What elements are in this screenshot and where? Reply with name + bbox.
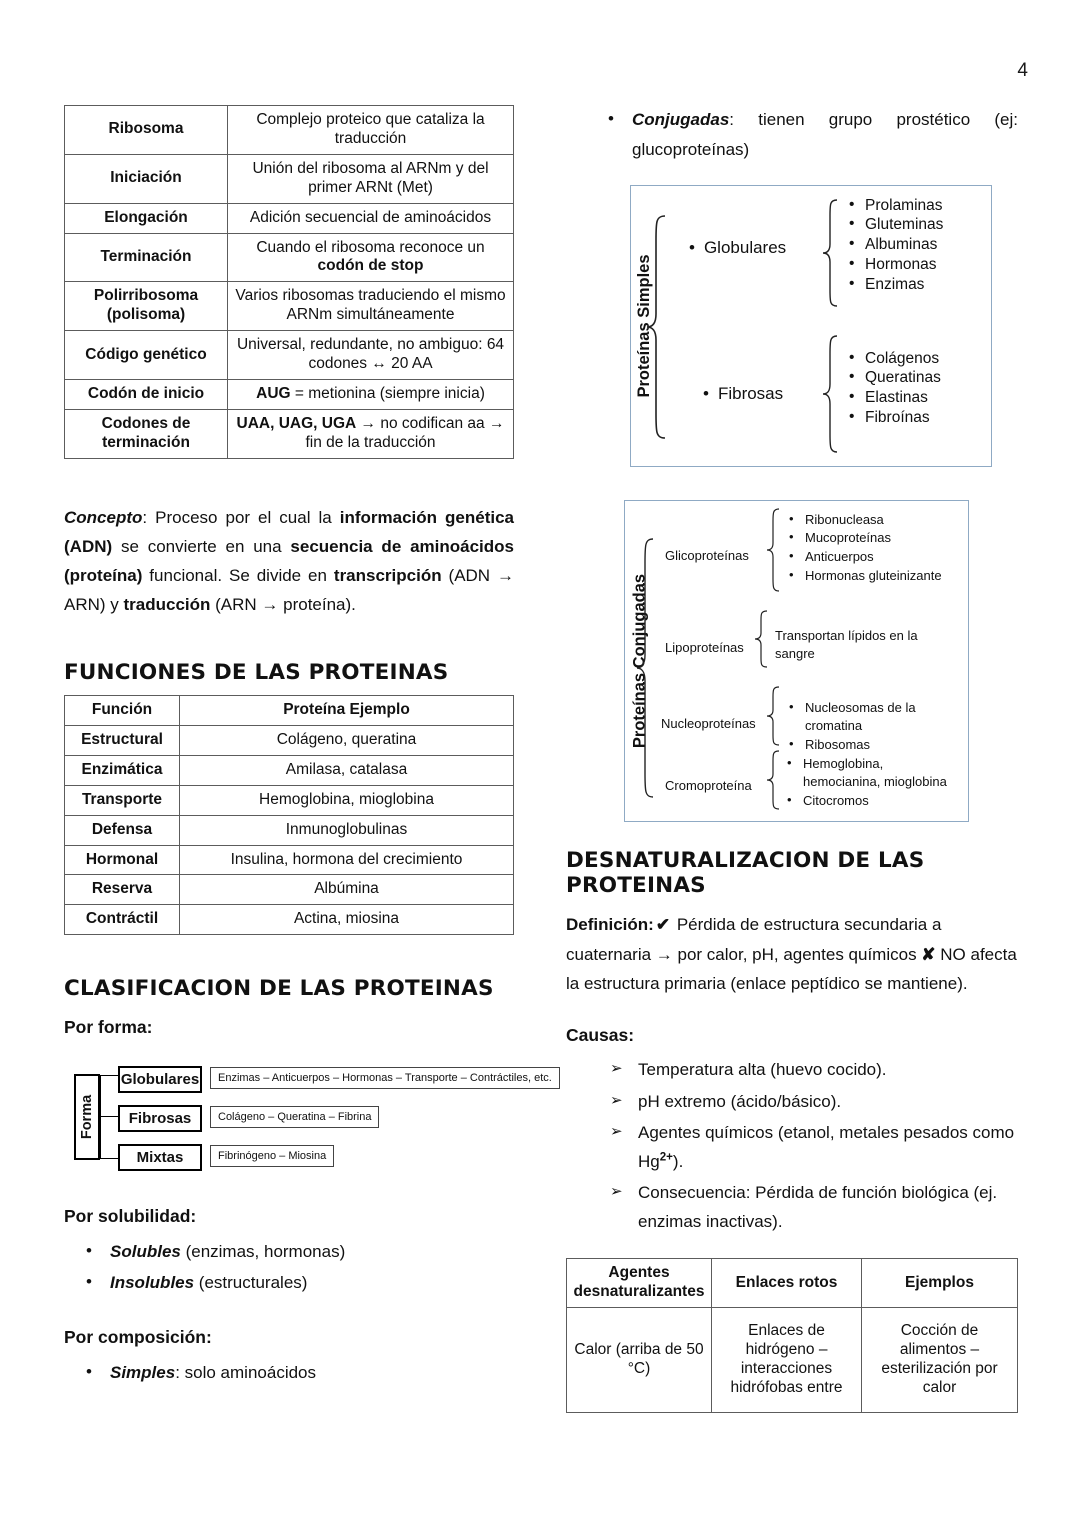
group-lipoproteinas: Lipoproteínas [665,639,744,655]
shape-category-mixtas: Mixtas [118,1144,202,1171]
classification-heading: CLASIFICACION DE LAS PROTEINAS [64,976,494,1002]
list-item: • Insolubles (estructurales) [110,1268,514,1298]
desc-cell [228,409,514,458]
example-cell: Insulina, hormona del crecimiento [180,845,514,875]
page-number: 4 [1017,60,1028,81]
table-row [65,106,514,155]
table-row [65,875,514,905]
function-cell: Contráctil [65,905,180,935]
glicoproteinas-brace [765,507,781,595]
list-item: • Nucleosomas de la cromatina [789,699,968,737]
list-item: ➢ pH extremo (ácido/básico). [638,1088,1018,1117]
term-cell: Código genético [65,331,228,380]
shape-axis-label-box [74,1074,100,1160]
list-item: • Hemoglobina, hemocianina, mioglobina [787,755,959,793]
functions-heading: FUNCIONES DE LAS PROTEINAS [64,659,449,685]
shape-category-fibrosas: Fibrosas [118,1105,202,1132]
cross-icon: ✘ [921,944,936,964]
list-item: • Hormonas gluteinizante [789,567,942,586]
concept-label: Concepto [64,507,143,527]
shape-example-globulares: Enzimas – Anticuerpos – Hormonas – Transporte – Contráctiles, etc. [210,1067,560,1089]
column-header-agentes: Agentes desnaturalizantes [567,1259,712,1308]
table-row [65,815,514,845]
desc-cell [228,379,514,409]
table-row [65,331,514,380]
list-item: • Simples: solo aminoácidos [110,1358,514,1388]
function-cell: Enzimática [65,755,180,785]
desc-emphasis: UAA, UAG, UGA [236,414,357,432]
term-cell: Terminación [65,233,228,282]
list-item: • Ribosomas [789,736,968,755]
column-header-ejemplo: Proteína Ejemplo [180,695,514,725]
simple-group-fibrosas: • Fibrosas [703,383,784,403]
table-row [567,1308,1018,1413]
table-row [65,233,514,282]
right-column [566,105,1018,1413]
table-row [65,905,514,935]
shape-example-mixtas: Fibrinógeno – Miosina [210,1145,334,1167]
bonds-cell: Enlaces de hidrógeno – interacciones hidrófobas entre [712,1308,862,1413]
denaturation-heading: DESNATURALIZACION DE LAS PROTEINAS [566,847,925,898]
conjugadas-list [566,105,1018,165]
table-row [65,755,514,785]
agent-cell: Calor (arriba de 50 °C) [567,1308,712,1413]
column-header-ejemplos: Ejemplos [862,1259,1018,1308]
table-row [65,845,514,875]
term-cell: Elongación [65,203,228,233]
causes-list [566,1056,1018,1236]
desc-cell: Unión del ribosoma al ARNm y del primer ARNt (Met) [228,154,514,203]
group-cromoproteina: Cromoproteína [665,777,752,793]
denaturing-agents-table [566,1258,1018,1412]
group-glicoproteinas: Glicoproteínas [665,547,749,563]
table-row [65,203,514,233]
column-header-funcion: Función [65,695,180,725]
example-cell: Inmunoglobulinas [180,815,514,845]
example-cell: Amilasa, catalasa [180,755,514,785]
lipoproteinas-brace [753,609,769,671]
table-row [65,785,514,815]
desc-text: Cuando el ribosoma reconoce un [256,238,485,256]
desc-cell: Varios ribosomas traduciendo el mismo ARNm simultáneamente [228,282,514,331]
translation-terms-table [64,105,514,459]
functions-table [64,695,514,935]
example-cell: Colágeno, queratina [180,725,514,755]
list-item: ➢ Agentes químicos (etanol, metales pesados como $Hg^{2+}$). [638,1119,1018,1176]
left-column [64,105,552,1390]
list-item: • Ribonucleasa [789,511,942,530]
list-item: • Elastinas [849,388,941,408]
shape-category-globulares: Globulares [118,1066,202,1093]
globulares-brace [821,198,839,310]
glicoproteinas-items [789,511,942,586]
definition-label: Definición: [566,915,654,935]
shape-bracket [100,1075,118,1159]
desc-text: = metionina (siempre inicia) [290,384,485,402]
list-item: • Gluteminas [849,215,943,235]
outer-brace [645,214,667,440]
example-cell: Albúmina [180,875,514,905]
shape-diagram [64,1064,552,1168]
list-item: • Enzimas [849,275,943,295]
table-row [65,379,514,409]
fibrosas-items [849,349,941,428]
table-header-row [65,695,514,725]
concept-paragraph: Concepto: Proceso por el cual la información genética (ADN) se convierte en una secuencia de aminoácidos (proteína) funcional. Se divide en transcripción (ADN → ARN) y traducción (ARN → proteína). [64,507,515,615]
lipoproteinas-text: Transportan lípidos en la sangre [775,627,918,662]
desc-text: → no codifican aa → fin de la traducción [305,414,505,451]
function-cell: Hormonal [65,845,180,875]
simple-group-globulares: • Globulares [689,237,787,257]
desc-cell: Adición secuencial de aminoácidos [228,203,514,233]
simple-proteins-diagram [630,185,992,467]
example-cell: Hemoglobina, mioglobina [180,785,514,815]
function-cell: Reserva [65,875,180,905]
examples-cell: Cocción de alimentos – esterilización por calor [862,1308,1018,1413]
example-cell: Actina, miosina [180,905,514,935]
nucleoproteinas-brace [765,685,781,749]
nucleoproteinas-items [789,699,968,756]
composition-list [64,1358,514,1388]
shape-bracket-middle [100,1116,118,1117]
by-composition-label: Por composición: [64,1327,212,1348]
table-row [65,409,514,458]
list-item: ➢ Temperatura alta (huevo cocido). [638,1056,1018,1085]
function-cell: Estructural [65,725,180,755]
column-header-enlaces: Enlaces rotos [712,1259,862,1308]
shape-example-fibrosas: Colágeno – Queratina – Fibrina [210,1106,379,1128]
term-cell: Codón de inicio [65,379,228,409]
check-icon: ✔ [655,915,671,935]
conjugated-proteins-title: Proteínas Conjugadas [630,573,649,748]
function-cell: Defensa [65,815,180,845]
list-item: • Queratinas [849,368,941,388]
by-solubility-label: Por solubilidad: [64,1205,197,1226]
cromoproteina-brace [765,749,781,813]
desc-cell: Complejo proteico que cataliza la traducción [228,106,514,155]
list-item: • Solubles (enzimas, hormonas) [110,1237,514,1267]
desc-emphasis: AUG [256,384,291,402]
desc-cell: Universal, redundante, no ambiguo: 64 codones ↔ 20 AA [228,331,514,380]
term-cell: Ribosoma [65,106,228,155]
by-shape-label: Por forma: [64,1016,153,1037]
desc-cell [228,233,514,282]
list-item: • Hormonas [849,255,943,275]
list-item: • Conjugadas: tienen grupo prostético (ej: glucoproteínas) [632,105,1018,165]
table-header-row [567,1259,1018,1308]
causes-label: Causas: [566,1024,635,1045]
shape-axis-label: Forma [79,1094,96,1139]
list-item: • Fibroínas [849,408,941,428]
globulares-items [849,196,943,295]
table-row [65,282,514,331]
cromoproteina-items [787,755,959,812]
list-item: • Albuminas [849,235,943,255]
desc-emphasis: codón de stop [317,257,424,275]
group-nucleoproteinas: Nucleoproteínas [661,715,756,731]
term-cell: Codones de terminación [65,409,228,458]
table-row [65,725,514,755]
simple-proteins-title: Proteínas Simples [635,253,654,398]
list-item: • Citocromos [787,792,959,811]
fibrosas-brace [821,334,839,456]
outer-brace [635,537,655,799]
term-cell: Polirribosoma (polisoma) [65,282,228,331]
list-item: ➢ Consecuencia: Pérdida de función biológica (ej. enzimas inactivas). [638,1179,1018,1236]
list-item: • Anticuerpos [789,548,942,567]
definition-paragraph: Definición: ✔ Pérdida de estructura secundaria a cuaternaria → por calor, pH, agentes químicos ✘ NO afecta la estructura primaria (enlace peptídico se mantiene). [566,915,1017,994]
term-cell: Iniciación [65,154,228,203]
conjugated-proteins-diagram [624,500,969,822]
function-cell: Transporte [65,785,180,815]
list-item: • Prolaminas [849,196,943,216]
table-row [65,154,514,203]
list-item: • Mucoproteínas [789,529,942,548]
list-item: • Colágenos [849,349,941,369]
solubility-list [64,1237,514,1299]
